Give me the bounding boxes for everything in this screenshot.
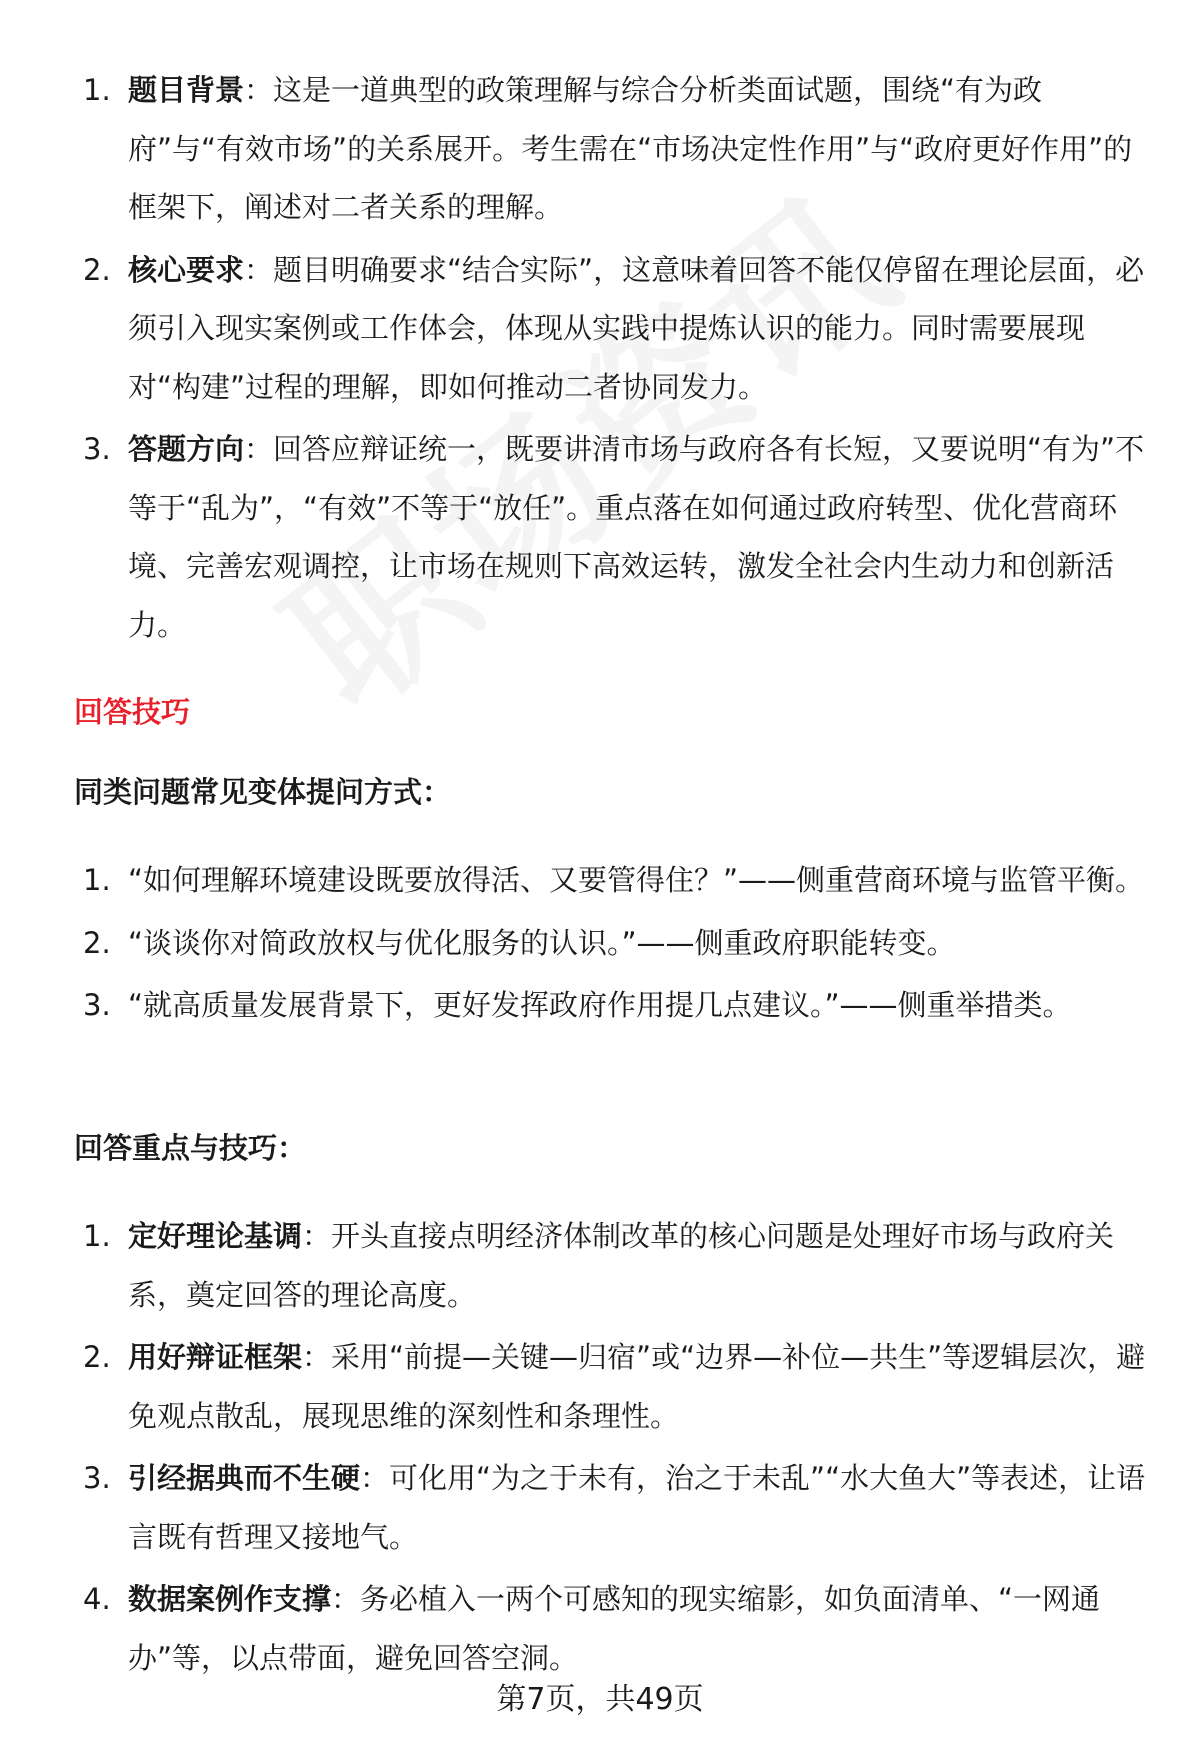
item-label: 定好理论基调 bbox=[128, 1219, 303, 1253]
item-label: 用好辩证框架 bbox=[128, 1340, 303, 1374]
list-item bbox=[0, 1207, 1200, 1324]
list-item bbox=[0, 61, 1200, 237]
list-item bbox=[0, 1328, 1200, 1445]
item-number: 4. bbox=[83, 1582, 111, 1616]
item-text: ：开头直接点明经济体制改革的核心问题是处理好市场与政府关系，奠定回答的理论高度。 bbox=[128, 1219, 1115, 1312]
item-number: 2. bbox=[83, 925, 111, 960]
list-item bbox=[0, 241, 1200, 417]
item-text: “就高质量发展背景下，更好发挥政府作用提几点建议。”——侧重举措类。 bbox=[128, 988, 1072, 1022]
variants-list bbox=[0, 851, 1200, 1039]
item-number: 3. bbox=[83, 1461, 111, 1495]
background-list bbox=[0, 61, 1200, 658]
item-number: 2. bbox=[83, 252, 111, 287]
item-number: 2. bbox=[83, 1340, 111, 1374]
item-label: 题目背景 bbox=[128, 73, 245, 107]
list-item bbox=[0, 1449, 1200, 1566]
item-label: 答题方向 bbox=[128, 432, 245, 466]
list-item bbox=[0, 420, 1200, 654]
item-number: 3. bbox=[83, 988, 111, 1022]
list-item bbox=[0, 1570, 1200, 1687]
item-text: ：这是一道典型的政策理解与综合分析类面试题，围绕“有为政府”与“有效市场”的关系展开。考生需在“市场决定性作用”与“政府更好作用”的框架下，阐述对二者关系的理解。 bbox=[128, 73, 1133, 224]
list-item bbox=[0, 976, 1200, 1035]
variants-heading: 同类问题常见变体提问方式： bbox=[74, 775, 452, 809]
list-item bbox=[0, 851, 1200, 910]
keypoints-list bbox=[0, 1207, 1200, 1691]
keypoints-heading: 回答重点与技巧： bbox=[74, 1131, 307, 1165]
item-text: “谈谈你对简政放权与优化服务的认识。”——侧重政府职能转变。 bbox=[128, 925, 956, 960]
answer-tips-heading: 回答技巧 bbox=[74, 695, 191, 729]
item-label: 核心要求 bbox=[128, 252, 245, 287]
item-text: ：可化用“为之于未有，治之于未乱”“水大鱼大”等表述，让语言既有哲理又接地气。 bbox=[128, 1461, 1146, 1554]
item-text: ：回答应辩证统一，既要讲清市场与政府各有长短，又要说明“有为”不等于“乱为”，“有效”不等于“放任”。重点落在如何通过政府转型、优化营商环境、完善宏观调控，让市场在规则下高效运转，激发全社会内生动力和创新活力。 bbox=[128, 432, 1145, 642]
item-text: ：务必植入一两个可感知的现实缩影，如负面清单、“一网通办”等，以点带面，避免回答空洞。 bbox=[128, 1582, 1101, 1675]
item-text: ：采用“前提—关键—归宿”或“边界—补位—共生”等逻辑层次，避免观点散乱，展现思维的深刻性和条理性。 bbox=[128, 1340, 1146, 1433]
list-item bbox=[0, 914, 1200, 973]
item-label: 数据案例作支撑 bbox=[128, 1582, 332, 1616]
page-footer: 第7页，共49页 bbox=[496, 1682, 704, 1717]
item-text: “如何理解环境建设既要放得活、又要管得住？”——侧重营商环境与监管平衡。 bbox=[128, 863, 1145, 897]
item-number: 3. bbox=[83, 432, 111, 466]
item-label: 引经据典而不生硬 bbox=[128, 1461, 361, 1495]
item-number: 1. bbox=[83, 73, 111, 107]
item-number: 1. bbox=[83, 1219, 111, 1253]
item-number: 1. bbox=[83, 863, 111, 897]
item-text: ：题目明确要求“结合实际”，这意味着回答不能仅停留在理论层面，必须引入现实案例或工作体会，体现从实践中提炼认识的能力。同时需要展现对“构建”过程的理解，即如何推动二者协同发力。 bbox=[128, 252, 1145, 404]
